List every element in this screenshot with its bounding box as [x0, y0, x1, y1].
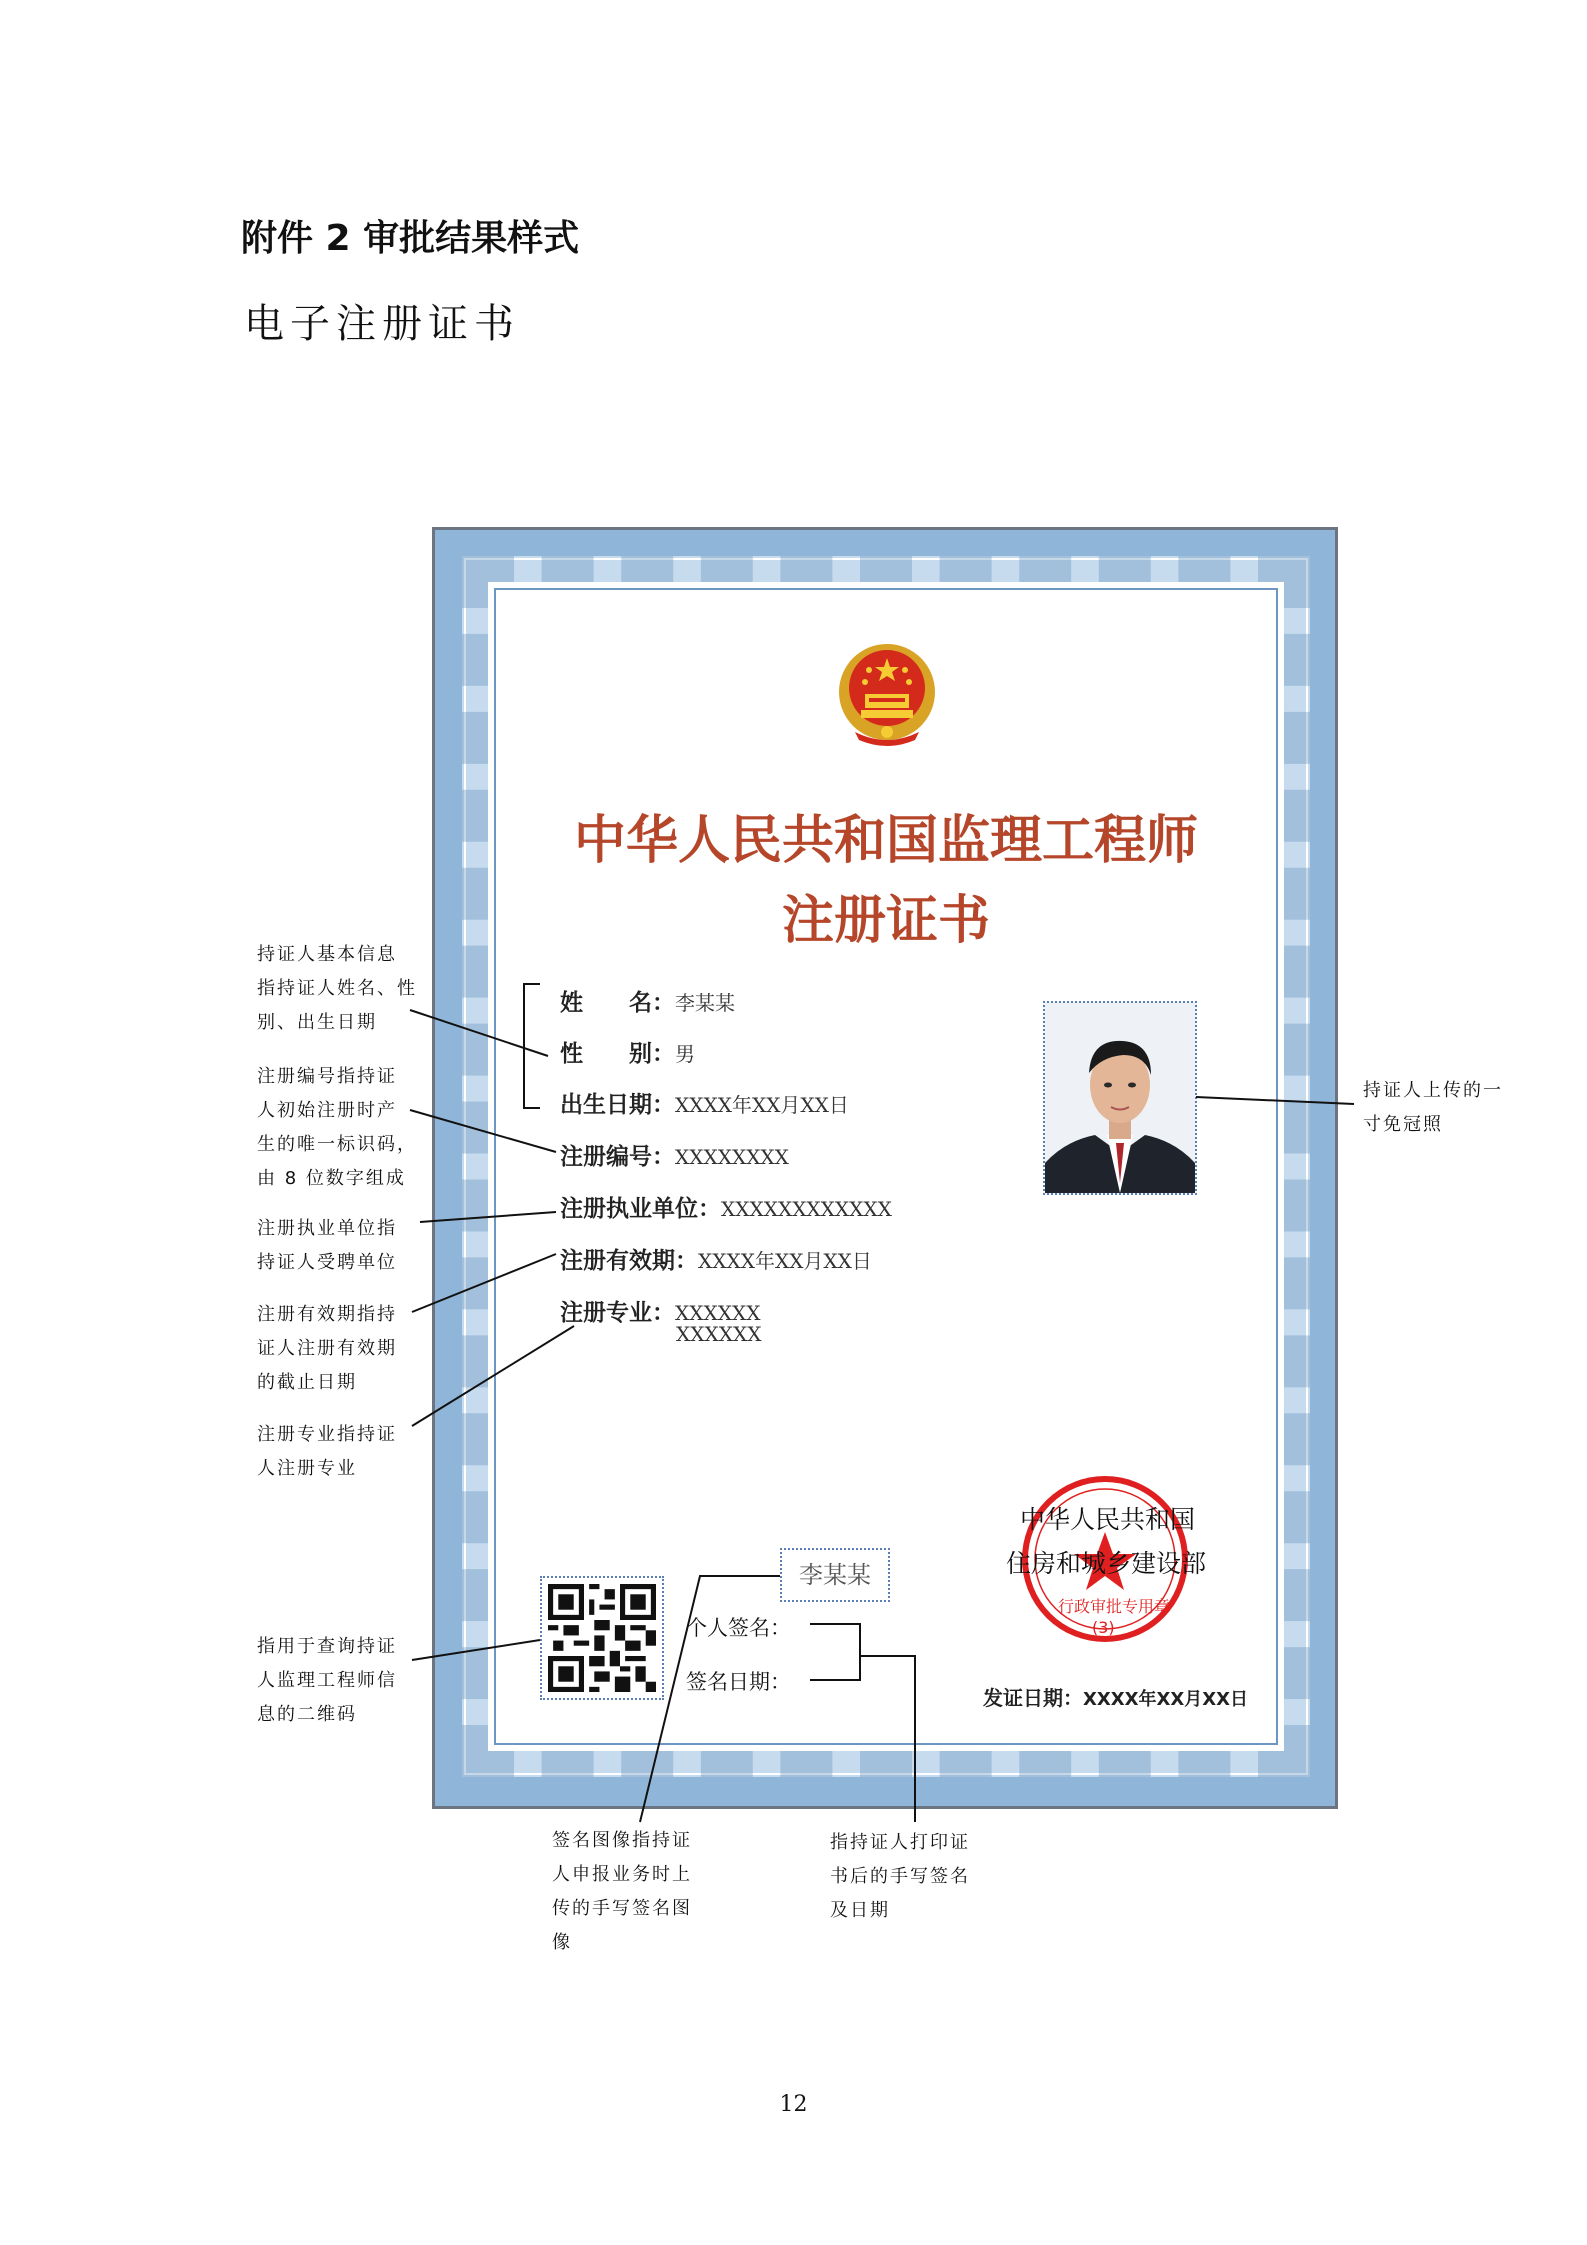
leader-validity — [412, 1254, 556, 1312]
note-validity: 注册有效期指持 证人注册有效期 的截止日期 — [257, 1304, 397, 1393]
note-qr-code: 指用于查询持证 人监理工程师信 息的二维码 — [257, 1636, 397, 1725]
birth-date-value: XXXX年XX月XX日 — [675, 1093, 849, 1117]
registration-number-label: 注册编号： — [560, 1144, 675, 1170]
specialty-value-1: XXXXXX — [675, 1301, 761, 1325]
seal-line1: 中华人民共和国 — [1020, 1505, 1196, 1534]
leader-registration-number — [410, 1110, 556, 1152]
leader-employer — [420, 1212, 556, 1222]
bracket-basic-info — [524, 984, 540, 1108]
note-signature-image: 签名图像指持证 人申报业务时上 传的手写签名图 像 — [552, 1830, 692, 1953]
gender-value: 男 — [675, 1042, 695, 1066]
personal-signature-label: 个人签名： — [686, 1616, 791, 1640]
leader-signature-image — [640, 1576, 780, 1822]
validity-value: XXXX年XX月XX日 — [698, 1249, 872, 1273]
name-label: 姓 名： — [560, 990, 675, 1016]
leader-qr-code — [412, 1640, 540, 1660]
birth-date-label: 出生日期： — [560, 1092, 675, 1118]
note-registration-number: 注册编号指持证 人初始注册时产 生的唯一标识码， 由 8 位数字组成 — [257, 1066, 417, 1189]
certificate-title-line2: 注册证书 — [781, 891, 990, 951]
leader-basic-info — [410, 1010, 548, 1056]
name-value: 李某某 — [675, 991, 735, 1015]
issue-date-value: XXXX年XX月XX日 — [1083, 1689, 1249, 1710]
signature-date-label: 签名日期： — [686, 1670, 791, 1694]
validity-label: 注册有效期： — [560, 1248, 698, 1274]
seal-inner-text: 行政审批专用章 — [1058, 1597, 1171, 1616]
leader-handwritten — [860, 1656, 915, 1822]
note-basic-info: 持证人基本信息 指持证人姓名、性 别、出生日期 — [257, 944, 417, 1033]
issue-date-label: 发证日期： — [983, 1686, 1083, 1710]
page-number: 12 — [779, 2092, 808, 2117]
seal-line2: 住房和城乡建设部 — [1006, 1549, 1207, 1578]
note-employer: 注册执业单位指 持证人受聘单位 — [257, 1218, 397, 1273]
leader-photo — [1196, 1097, 1354, 1104]
bracket-handwritten — [810, 1624, 860, 1680]
specialty-label: 注册专业： — [560, 1300, 675, 1326]
registration-number-value: XXXXXXXX — [675, 1145, 789, 1169]
note-photo: 持证人上传的一 寸免冠照 — [1363, 1080, 1503, 1135]
leader-specialty — [412, 1326, 574, 1426]
employer-value: XXXXXXXXXXXX — [721, 1197, 892, 1221]
certificate-title-line1: 中华人民共和国监理工程师 — [573, 811, 1198, 871]
page-heading: 附件 2 审批结果样式 — [241, 218, 580, 259]
gender-label: 性 别： — [560, 1041, 675, 1067]
note-handwritten-signature: 指持证人打印证 书后的手写签名 及日期 — [830, 1832, 970, 1921]
specialty-value-2: XXXXXX — [676, 1322, 762, 1346]
note-specialty: 注册专业指持证 人注册专业 — [257, 1424, 397, 1479]
employer-label: 注册执业单位： — [560, 1196, 721, 1222]
signature-image: 李某某 — [780, 1548, 890, 1602]
page-subheading: 电子注册证书 — [244, 301, 520, 347]
seal-inner-number: (3) — [1092, 1618, 1115, 1637]
